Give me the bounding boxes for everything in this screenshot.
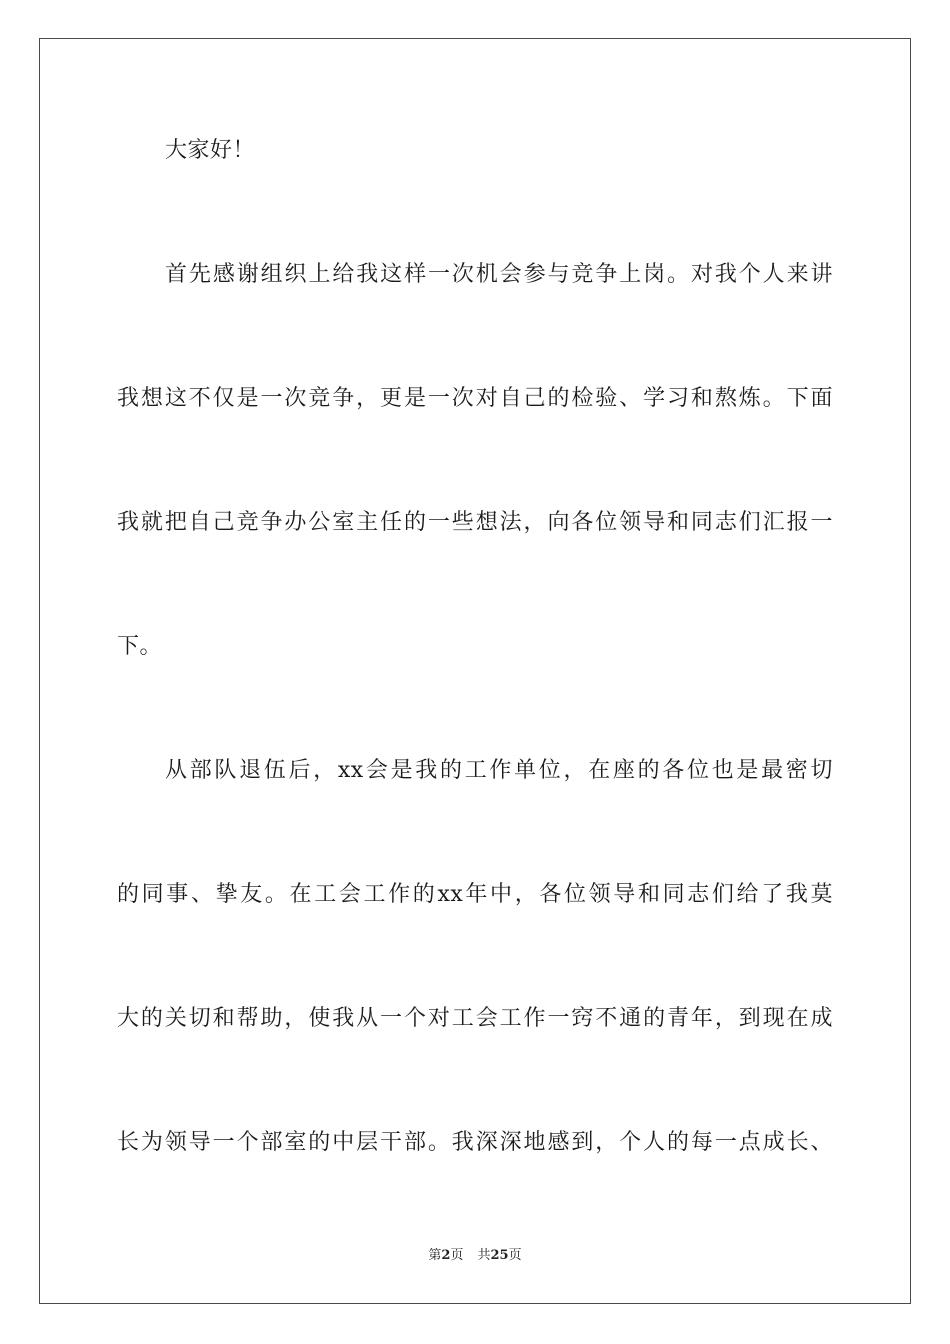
page-border bbox=[39, 38, 911, 1304]
body-text-line: 我想这不仅是一次竞争，更是一次对自己的检验、学习和熬炼。下面 bbox=[117, 386, 833, 411]
body-text-line: 的同事、挚友。在工会工作的xx年中，各位领导和同志们给了我莫 bbox=[117, 882, 833, 907]
body-text-line: 我就把自己竞争办公室主任的一些想法，向各位领导和同志们汇报一 bbox=[117, 510, 833, 535]
total-pages: 25 bbox=[490, 1248, 509, 1263]
page-number: 2 bbox=[441, 1248, 451, 1263]
body-text-line: 从部队退伍后，xx会是我的工作单位，在座的各位也是最密切 bbox=[165, 758, 833, 783]
greeting-line: 大家好！ bbox=[165, 138, 256, 163]
page-suffix: 页 bbox=[450, 1248, 464, 1263]
page-footer bbox=[0, 1247, 950, 1265]
total-suffix: 页 bbox=[508, 1248, 522, 1263]
total-prefix: 共 bbox=[477, 1248, 491, 1263]
body-text-line: 首先感谢组织上给我这样一次机会参与竞争上岗。对我个人来讲 bbox=[165, 262, 833, 287]
body-text-line: 长为领导一个部室的中层干部。我深深地感到，个人的每一点成长、 bbox=[117, 1130, 833, 1155]
body-text-line: 下。 bbox=[117, 634, 163, 659]
body-text-line: 大的关切和帮助，使我从一个对工会工作一窍不通的青年，到现在成 bbox=[117, 1006, 833, 1031]
page-prefix: 第 bbox=[428, 1248, 442, 1263]
